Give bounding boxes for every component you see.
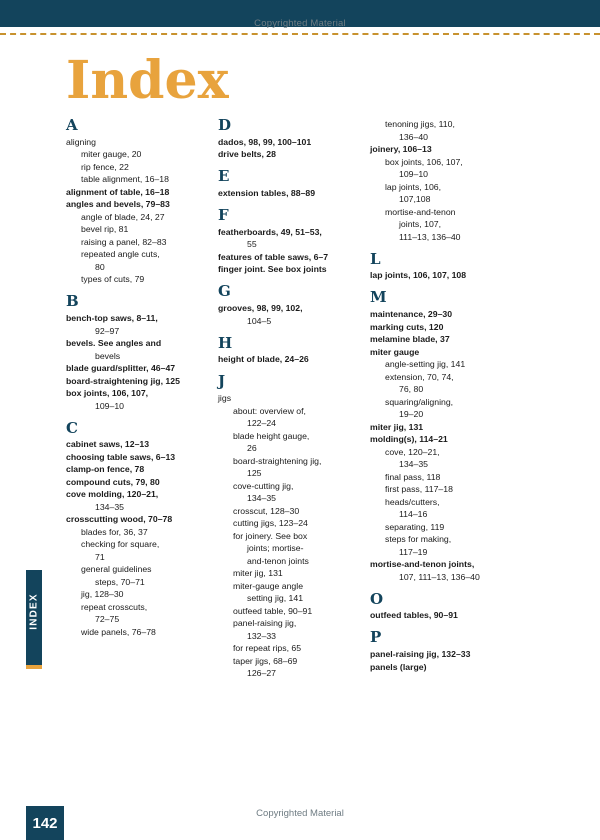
index-entry-continuation: 109–10 <box>95 400 124 411</box>
index-subentry: steps for making, <box>385 534 452 544</box>
index-subentry-continuation: 114–16 <box>399 509 428 519</box>
index-subentry-continuation: 134–35 <box>247 493 276 503</box>
index-subentry: miter-gauge angle <box>233 580 304 591</box>
index-entry: jigs <box>218 393 232 403</box>
index-subentry: for repeat rips, 65 <box>233 643 302 653</box>
index-subentry: crosscut, 128–30 <box>233 505 300 516</box>
index-subentry-continuation: 126–27 <box>247 668 276 678</box>
index-subentry: checking for square, <box>81 539 160 550</box>
index-subentry: repeat crosscuts, <box>81 601 148 612</box>
index-subentry: separating, 119 <box>385 521 445 532</box>
bottom-watermark: Copyrighted Material <box>256 808 344 819</box>
index-subentry: miter gauge, 20 <box>81 149 142 160</box>
index-subentry-continuation: 26 <box>247 443 257 453</box>
index-letter-heading: M <box>370 288 387 307</box>
index-subentry-continuation: 71 <box>95 551 105 562</box>
index-subentry-continuation: 122–24 <box>247 418 276 428</box>
index-entry: lap joints, 106, 107, 108 <box>370 270 467 281</box>
index-subentry: blade height gauge, <box>233 430 310 441</box>
index-subentry: angle-setting jig, 141 <box>385 359 466 369</box>
index-subentry: mortise-and-tenon <box>385 206 456 217</box>
index-entry: drive belts, 28 <box>218 149 276 160</box>
index-entry: finger joint. See box joints <box>218 264 327 275</box>
index-subentry: box joints, 106, 107, <box>385 156 463 167</box>
index-subentry-continuation: joints, 107, <box>399 219 442 229</box>
index-subentry-continuation: setting jig, 141 <box>247 593 304 603</box>
index-entry: crosscutting wood, 70–78 <box>66 514 173 525</box>
index-subentry: cove-cutting jig, <box>233 480 294 491</box>
index-subentry: panel-raising jig, <box>233 618 297 628</box>
index-subentry: about: overview of, <box>233 405 306 416</box>
index-entry: panel-raising jig, 132–33 <box>370 649 471 659</box>
index-letter-heading: J <box>218 372 226 391</box>
index-subentry-continuation: 109–10 <box>399 169 428 179</box>
index-subentry-continuation: 125 <box>247 468 262 478</box>
index-entry: alignment of table, 16–18 <box>66 186 170 197</box>
index-entry: maintenance, 29–30 <box>370 309 453 319</box>
section-tab-label: INDEX <box>28 593 40 630</box>
index-entry: extension tables, 88–89 <box>218 188 316 198</box>
index-letter-heading: G <box>218 282 231 301</box>
index-column-2 <box>218 118 348 680</box>
index-subentry-continuation: 117–19 <box>399 546 428 557</box>
index-subentry-continuation: 72–75 <box>95 614 120 625</box>
index-letter-heading: C <box>66 418 78 437</box>
index-letter-heading: E <box>218 167 230 186</box>
index-entry: angles and bevels, 79–83 <box>66 199 170 210</box>
index-subentry-continuation: 111–13, 136–40 <box>399 231 461 242</box>
index-subentry-continuation: 76, 80 <box>399 384 424 394</box>
index-subentry-continuation: 107,108 <box>399 194 431 204</box>
index-letter-heading: O <box>370 589 384 608</box>
index-subentry-continuation: 136–40 <box>399 131 428 142</box>
index-subentry: blades for, 36, 37 <box>81 526 148 537</box>
index-letter-heading: A <box>66 116 78 134</box>
index-entry: blade guard/splitter, 46–47 <box>66 363 176 373</box>
page-number: 142 <box>26 806 64 840</box>
index-entry: box joints, 106, 107, <box>66 388 149 398</box>
index-subentry: types of cuts, 79 <box>81 274 145 285</box>
index-entry: joinery, 106–13 <box>370 144 432 154</box>
index-subentry: bevel rip, 81 <box>81 224 129 235</box>
index-letter-heading: B <box>66 292 79 311</box>
index-subentry: tenoning jigs, 110, <box>385 119 455 129</box>
index-entry: mortise-and-tenon joints, <box>370 559 475 569</box>
index-subentry-continuation: 19–20 <box>399 409 424 419</box>
index-entry-continuation: 55 <box>247 239 257 250</box>
index-subentry: cutting jigs, 123–24 <box>233 518 308 528</box>
index-subentry: wide panels, 76–78 <box>81 626 156 637</box>
index-entry: aligning <box>66 136 96 147</box>
page-title: Index <box>66 50 229 111</box>
index-entry: bench-top saws, 8–11, <box>66 313 158 323</box>
index-letter-heading: P <box>370 628 382 647</box>
index-subentry: extension, 70, 74, <box>385 371 454 382</box>
index-entry-continuation: 92–97 <box>95 325 120 336</box>
index-entry: dados, 98, 99, 100–101 <box>218 136 312 147</box>
index-entry: marking cuts, 120 <box>370 321 444 332</box>
index-entry-continuation: 104–5 <box>247 315 272 326</box>
top-watermark: Copyrighted Material <box>254 18 346 29</box>
index-subentry: miter jig, 131 <box>233 568 283 578</box>
index-entry: bevels. See angles and <box>66 338 162 348</box>
section-tab-accent <box>26 665 42 669</box>
index-subentry-continuation: joints; mortise- <box>247 543 304 553</box>
index-letter-heading: F <box>218 206 229 224</box>
index-subentry: heads/cutters, <box>385 496 440 507</box>
index-column-3 <box>370 118 500 673</box>
index-subentry-continuation: 80 <box>95 261 105 272</box>
index-subentry: repeated angle cuts, <box>81 249 160 260</box>
index-entry: features of table saws, 6–7 <box>218 251 329 262</box>
index-subentry: jig, 128–30 <box>81 589 124 600</box>
index-subentry: first pass, 117–18 <box>385 484 453 494</box>
index-subentry: for joinery. See box <box>233 530 308 541</box>
index-entry: molding(s), 114–21 <box>370 434 448 444</box>
index-entry: featherboards, 49, 51–53, <box>218 226 322 237</box>
index-subentry: taper jigs, 68–69 <box>233 655 298 666</box>
index-entry: board-straightening jig, 125 <box>66 375 180 386</box>
index-entry-continuation: 134–35 <box>95 501 124 512</box>
index-entry: compound cuts, 79, 80 <box>66 476 160 487</box>
index-subentry: lap joints, 106, <box>385 181 442 192</box>
index-subentry: general guidelines <box>81 564 152 575</box>
index-entry: panels (large) <box>370 661 427 672</box>
section-tab <box>26 570 42 665</box>
index-letter-heading: H <box>218 333 233 352</box>
index-subentry: cove, 120–21, <box>385 446 440 457</box>
index-entry: grooves, 98, 99, 102, <box>218 303 303 313</box>
index-entry: height of blade, 24–26 <box>218 354 309 365</box>
index-subentry: squaring/aligning, <box>385 396 454 407</box>
index-entry: miter jig, 131 <box>370 421 424 432</box>
index-subentry: table alignment, 16–18 <box>81 174 169 185</box>
index-entry-continuation: bevels <box>95 350 121 361</box>
index-subentry: angle of blade, 24, 27 <box>81 211 165 222</box>
index-entry: outfeed tables, 90–91 <box>370 610 458 621</box>
index-entry-continuation: 107, 111–13, 136–40 <box>399 571 480 582</box>
index-entry: cove molding, 120–21, <box>66 489 159 500</box>
index-column-1 <box>66 118 196 638</box>
index-subentry-continuation: steps, 70–71 <box>95 576 145 587</box>
index-subentry-continuation: and-tenon joints <box>247 555 309 566</box>
index-subentry-continuation: 134–35 <box>399 459 428 469</box>
index-letter-heading: L <box>370 249 381 268</box>
index-subentry-continuation: 132–33 <box>247 630 276 641</box>
index-subentry: rip fence, 22 <box>81 161 129 172</box>
index-letter-heading: D <box>218 116 232 134</box>
index-subentry: outfeed table, 90–91 <box>233 605 313 616</box>
index-entry: miter gauge <box>370 346 420 357</box>
index-entry: cabinet saws, 12–13 <box>66 439 150 450</box>
index-subentry: raising a panel, 82–83 <box>81 236 167 247</box>
index-subentry: final pass, 118 <box>385 471 441 482</box>
dashed-rule <box>0 33 600 35</box>
index-entry: melamine blade, 37 <box>370 334 450 344</box>
index-entry: clamp-on fence, 78 <box>66 464 145 475</box>
index-entry: choosing table saws, 6–13 <box>66 451 176 462</box>
index-subentry: board-straightening jig, <box>233 455 322 466</box>
